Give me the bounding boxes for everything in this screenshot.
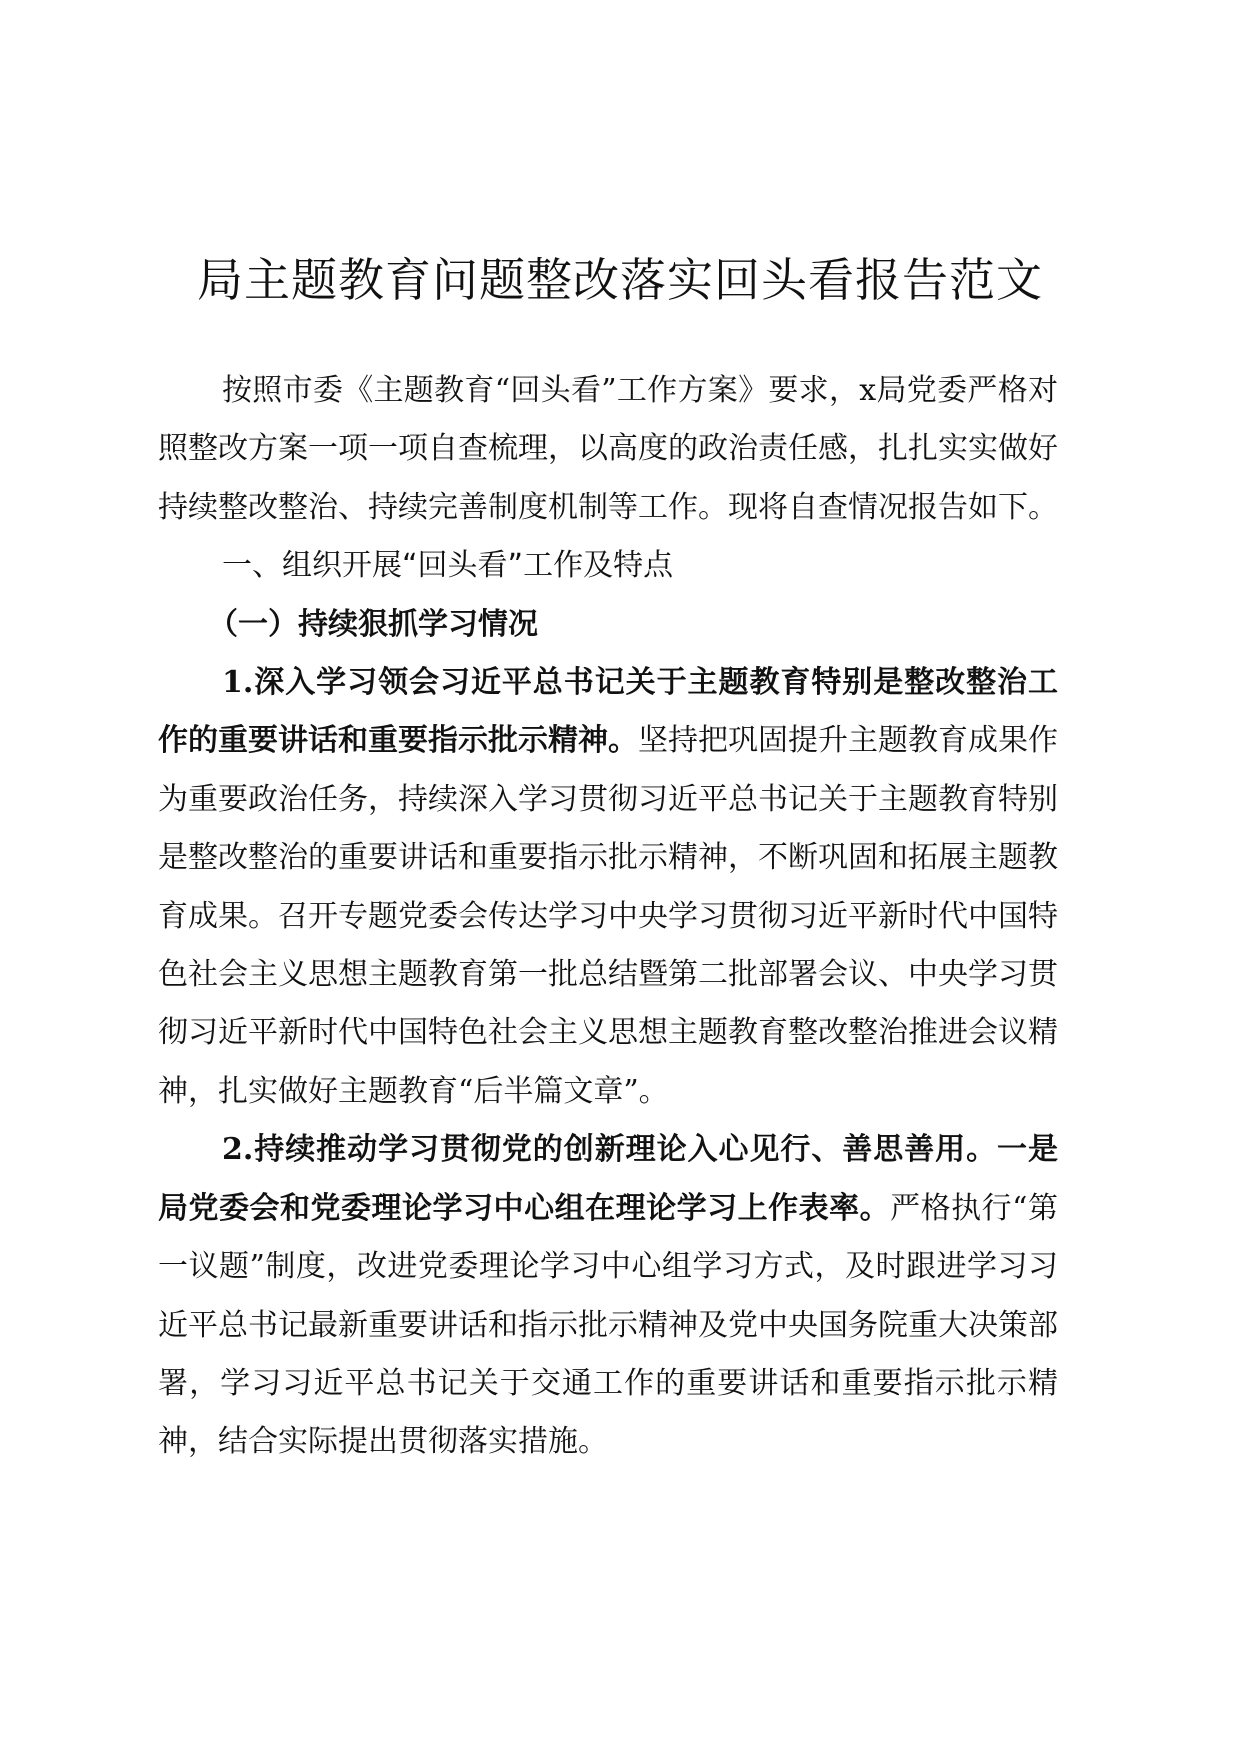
item-1-lead: 1.深入学习领会习近平总书记关于主题教育特别是整改整治工作的重要讲话和重要指示批示精神。 <box>158 665 1058 759</box>
item-1-text: 坚持把巩固提升主题教育成果作为重要政治任务，持续深入学习贯彻习近平总书记关于主题教育特别是整改整治的重要讲话和重要指示批示精神，不断巩固和拓展主题教育成果。召开专题党委会传达学习中央学习贯彻习近平新时代中国特色社会主义思想主题教育第一批总结暨第二批部署会议、中央学习贯彻习近平新时代中国特色社会主义思想主题教育整改整治推进会议精神，扎实做好主题教育“后半篇文章”。 <box>158 723 1058 1109</box>
section-heading: 一、组织开展“回头看”工作及特点 <box>222 548 674 584</box>
document-body <box>158 362 1058 1472</box>
intro-paragraph: 按照市委《主题教育“回头看”工作方案》要求，x局党委严格对照整改方案一项一项自查梳理，以高度的政治责任感，扎扎实实做好持续整改整治、持续完善制度机制等工作。现将自查情况报告如下。 <box>158 373 1058 525</box>
subsection-heading: （一）持续狠抓学习情况 <box>208 606 538 642</box>
document-title: 局主题教育问题整改落实回头看报告范文 <box>197 253 1043 307</box>
item-2-paragraph <box>158 1121 1058 1471</box>
item-1-paragraph <box>158 654 1058 1121</box>
item-2-text: 严格执行“第一议题”制度，改进党委理论学习中心组学习方式，及时跟进学习习近平总书记最新重要讲话和指示批示精神及党中央国务院重大决策部署，学习习近平总书记关于交通工作的重要讲话和重要指示批示精神，结合实际提出贯彻落实措施。 <box>158 1190 1059 1460</box>
item-2-lead: 2.持续推动学习贯彻党的创新理论入心见行、善思善用。一是局党委会和党委理论学习中心组在理论学习上作表率。 <box>158 1132 1058 1226</box>
